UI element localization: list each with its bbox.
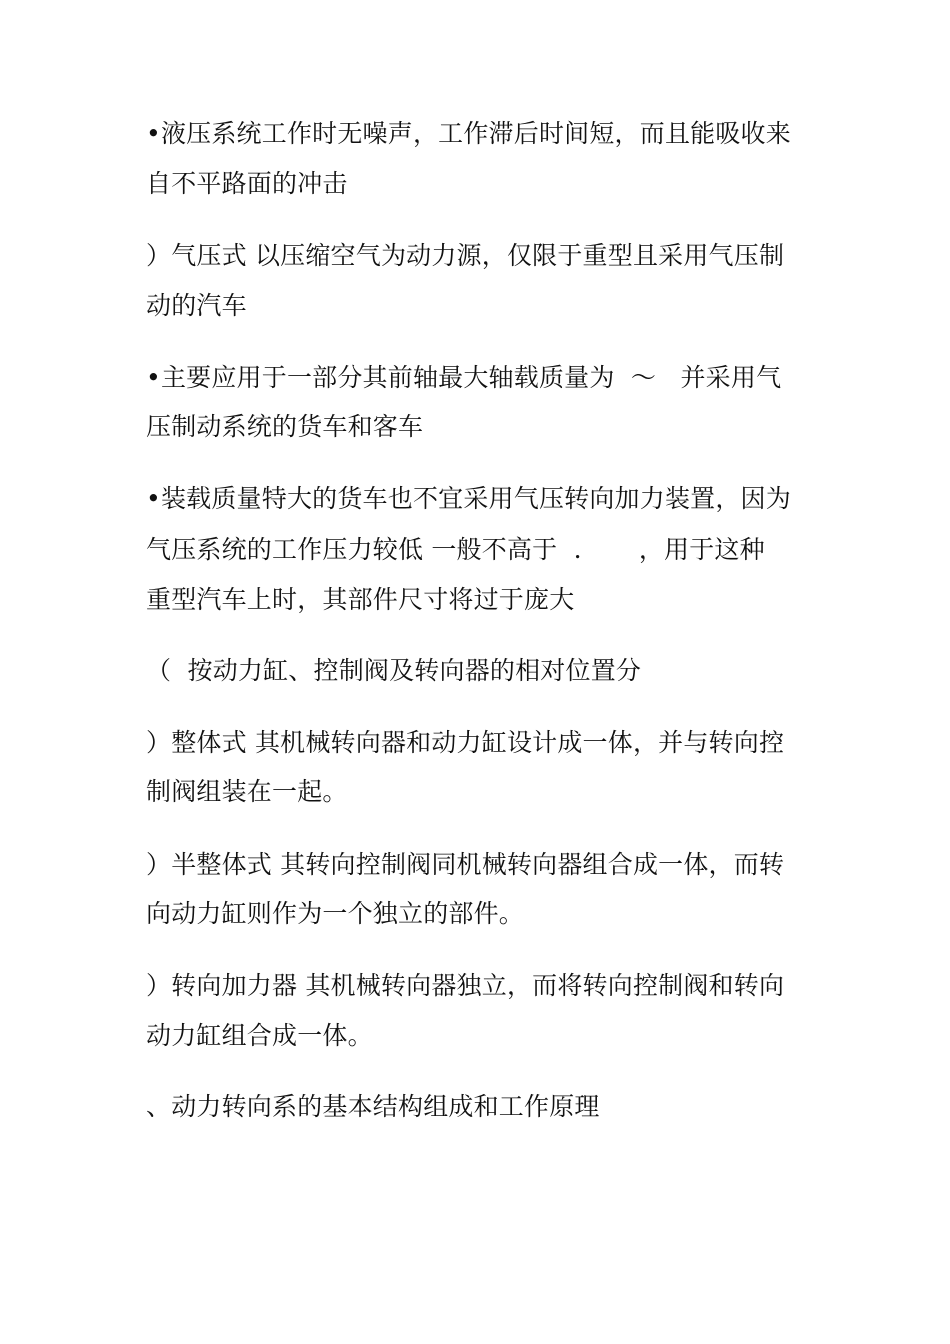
paragraph-pneumatic-application-line-2: 压制动系统的货车和客车: [146, 412, 424, 441]
paragraph-semi-integral-type-line-2: 向动力缸则作为一个独立的部件。: [146, 899, 525, 928]
paragraph-hydraulic-advantages-line-2: 自不平路面的冲击: [146, 169, 348, 198]
paragraph-section-heading: 、动力转向系的基本结构组成和工作原理: [146, 1092, 600, 1121]
paragraph-hydraulic-advantages-line-1: •液压系统工作时无噪声，工作滞后时间短，而且能吸收来: [146, 119, 791, 148]
paragraph-pneumatic-limitation-line-3: 重型汽车上时，其部件尺寸将过于庞大: [146, 585, 575, 614]
paragraph-classification-heading: （ 按动力缸、控制阀及转向器的相对位置分: [146, 656, 642, 685]
paragraph-integral-type-line-2: 制阀组装在一起。: [146, 777, 348, 806]
paragraph-booster-type-line-1: ）转向加力器 其机械转向器独立，而将转向控制阀和转向: [146, 971, 785, 1000]
paragraph-integral-type-line-1: ）整体式 其机械转向器和动力缸设计成一体，并与转向控: [146, 728, 785, 757]
paragraph-pneumatic-limitation-line-1: •装载质量特大的货车也不宜采用气压转向加力装置，因为: [146, 484, 791, 513]
paragraph-pneumatic-application-line-1: •主要应用于一部分其前轴最大轴载质量为 ～ 并采用气: [146, 363, 782, 392]
paragraph-semi-integral-type-line-1: ）半整体式 其转向控制阀同机械转向器组合成一体，而转: [146, 850, 785, 879]
paragraph-booster-type-line-2: 动力缸组合成一体。: [146, 1021, 373, 1050]
paragraph-pneumatic-limitation-line-2: 气压系统的工作压力较低 一般不高于 . ，用于这种: [146, 535, 765, 564]
paragraph-pneumatic-type-line-1: ）气压式 以压缩空气为动力源，仅限于重型且采用气压制: [146, 241, 785, 270]
paragraph-pneumatic-type-line-2: 动的汽车: [146, 291, 247, 320]
